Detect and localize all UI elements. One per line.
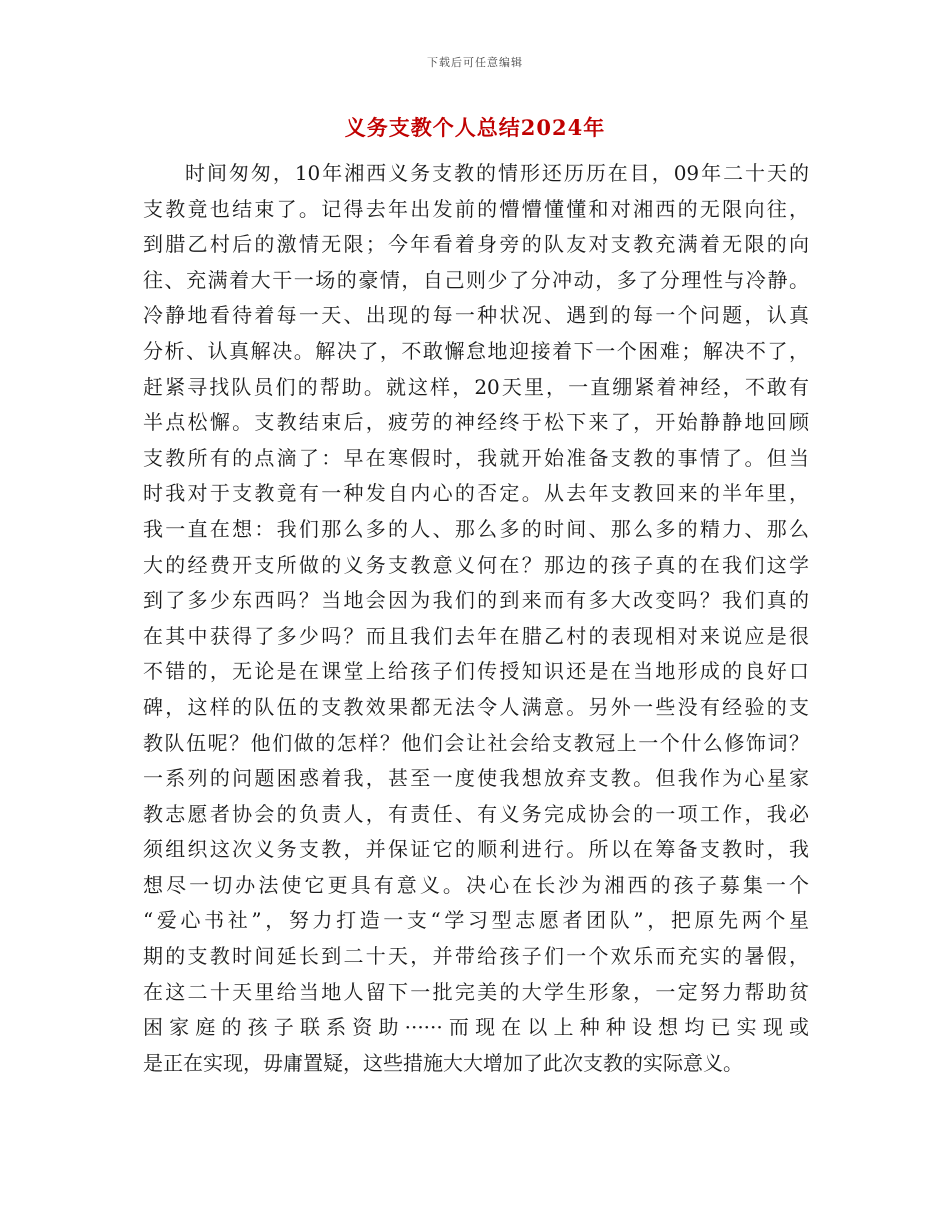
paragraph-line: 时间匆匆，10年湘西义务支教的情形还历历在目，09年二十天的 (185, 161, 809, 185)
paragraph-line: 在其中获得了多少吗？而且我们去年在腊乙村的表现相对来说应是很 (143, 623, 809, 648)
paragraph-line: 到了多少东西吗？当地会因为我们的到来而有多大改变吗？我们真的 (143, 588, 809, 613)
paragraph-line: 想尽一切办法使它更具有意义。决心在长沙为湘西的孩子募集一个 (143, 872, 809, 897)
body-paragraph (143, 156, 809, 1081)
paragraph-line: 大的经费开支所做的义务支教意义何在？那边的孩子真的在我们这学 (143, 552, 809, 577)
paragraph-line: “爱心书社”，努力打造一支“学习型志愿者团队”，把原先两个星 (143, 908, 809, 933)
paragraph-line: 碑，这样的队伍的支教效果都无法令人满意。另外一些没有经验的支 (143, 694, 809, 719)
paragraph-line: 我一直在想：我们那么多的人、那么多的时间、那么多的精力、那么 (143, 516, 809, 541)
document-title: 义务支教个人总结2024年 (344, 115, 606, 140)
paragraph-line: 支教所有的点滴了：早在寒假时，我就开始准备支教的事情了。但当 (143, 445, 809, 470)
paragraph-line: 一系列的问题困惑着我，甚至一度使我想放弃支教。但我作为心星家 (143, 766, 809, 791)
paragraph-line: 到腊乙村后的激情无限；今年看着身旁的队友对支教充满着无限的向 (143, 232, 809, 257)
paragraph-line: 分析、认真解决。解决了，不敢懈怠地迎接着下一个困难；解决不了， (143, 338, 809, 363)
header-note: 下载后可任意编辑 (427, 56, 523, 69)
paragraph-line: 支教竟也结束了。记得去年出发前的懵懵懂懂和对湘西的无限向往， (143, 196, 809, 221)
paragraph-line: 困家庭的孩子联系资助······而现在以上种种设想均已实现或 (143, 1015, 809, 1040)
paragraph-line: 时我对于支教竟有一种发自内心的否定。从去年支教回来的半年里， (143, 481, 809, 506)
paragraph-line: 须组织这次义务支教，并保证它的顺利进行。所以在筹备支教时，我 (143, 837, 809, 862)
paragraph-line: 教志愿者协会的负责人，有责任、有义务完成协会的一项工作，我必 (143, 801, 809, 826)
paragraph-line: 半点松懈。支教结束后，疲劳的神经终于松下来了，开始静静地回顾 (143, 410, 809, 435)
paragraph-line: 冷静地看待着每一天、出现的每一种状况、遇到的每一个问题，认真 (143, 303, 809, 328)
paragraph-line: 教队伍呢？他们做的怎样？他们会让社会给支教冠上一个什么修饰词？ (143, 730, 809, 755)
paragraph-line: 是正在实现，毋庸置疑，这些措施大大增加了此次支教的实际意义。 (143, 1050, 743, 1075)
paragraph-line: 期的支教时间延长到二十天，并带给孩子们一个欢乐而充实的暑假， (143, 944, 809, 969)
paragraph-line: 往、充满着大干一场的豪情，自己则少了分冲动，多了分理性与冷静。 (143, 267, 809, 292)
paragraph-line: 不错的，无论是在课堂上给孩子们传授知识还是在当地形成的良好口 (143, 659, 809, 684)
paragraph-line: 在这二十天里给当地人留下一批完美的大学生形象，一定努力帮助贫 (143, 979, 809, 1004)
paragraph-line: 赶紧寻找队员们的帮助。就这样，20天里，一直绷紧着神经，不敢有 (143, 374, 809, 399)
